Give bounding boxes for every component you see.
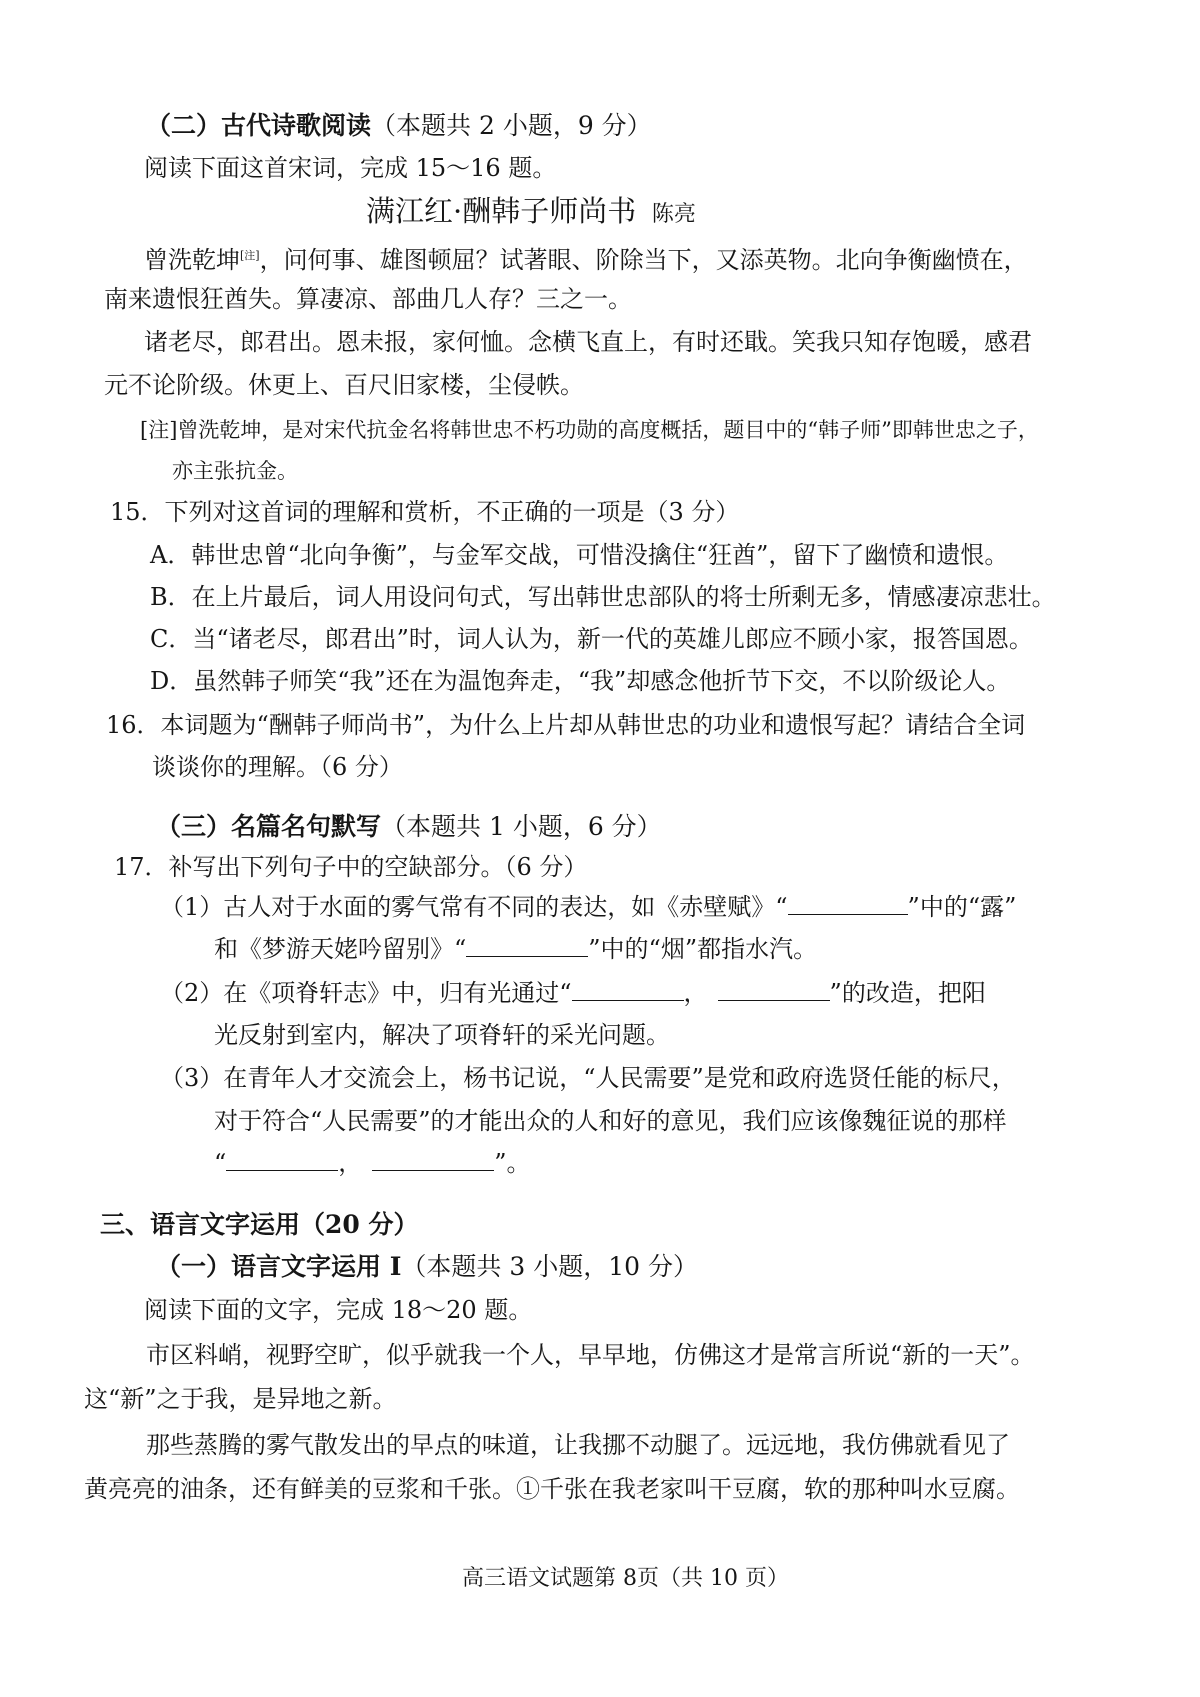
question-17-stem: 17．补写出下列句子中的空缺部分。（6 分） [114, 853, 588, 881]
part-1-text-a: （1）古人对于水面的雾气常有不同的表达，如《赤壁赋》“ [160, 893, 788, 921]
part-3-instruction: 阅读下面的文字，完成 18～20 题。 [144, 1296, 533, 1324]
part-2-text-a: （2）在《项脊轩志》中，归有光通过“ [160, 979, 572, 1007]
question-17-part-1-line-2 [214, 934, 817, 964]
section-heading-poetry [146, 111, 652, 141]
poem-line-1-start: 曾洗乾坤 [144, 246, 240, 274]
poetry-instruction: 阅读下面这首宋词，完成 15～16 题。 [144, 154, 557, 182]
poem-title-line [366, 196, 696, 230]
part-3-close-quote: ”。 [494, 1149, 531, 1177]
part-3-subheading-title: （一）语言文字运用 I [156, 1252, 402, 1281]
question-15-option-a: A．韩世忠曾“北向争衡”，与金军交战，可惜没擒住“狂酋”，留下了幽愤和遗恨。 [150, 541, 1009, 569]
question-17-part-1-line-1 [160, 892, 1016, 922]
poem-line-1-rest: ，问何事、雄图顿屈？试著眼、阶除当下，又添英物。北向争衡幽愤在， [259, 246, 1028, 274]
part-2-separator: ， [683, 979, 708, 1007]
passage-line-2: 这“新”之于我，是异地之新。 [84, 1385, 397, 1413]
poem-line-2: 南来遗恨狂酋失。算凄凉、部曲几人存？三之一。 [104, 285, 632, 313]
part-3-open-quote: “ [214, 1149, 227, 1177]
section-heading-dictation-title: （三）名篇名句默写 [156, 812, 382, 841]
part-1-line-2-text-a: 和《梦游天姥吟留别》“ [214, 935, 467, 963]
page-footer: 高三语文试题第 8页（共 10 页） [462, 1566, 789, 1591]
section-heading-dictation [156, 812, 662, 842]
poem-line-4: 元不论阶级。休更上、百尺旧家楼，尘侵帙。 [104, 371, 584, 399]
poem-note-mark: [注] [240, 249, 260, 262]
question-16-line-2: 谈谈你的理解。（6 分） [152, 753, 403, 781]
poem-line-1 [144, 241, 1028, 275]
passage-line-3: 那些蒸腾的雾气散发出的早点的味道，让我挪不动腿了。远远地，我仿佛就看见了 [146, 1431, 1010, 1459]
answer-blank-5[interactable] [226, 1150, 338, 1171]
answer-blank-6[interactable] [372, 1150, 494, 1171]
question-17-part-3-line-1: （3）在青年人才交流会上，杨书记说，“人民需要”是党和政府选贤任能的标尺， [160, 1064, 1016, 1092]
passage-line-4: 黄亮亮的油条，还有鲜美的豆浆和千张。①千张在我老家叫干豆腐，软的那种叫水豆腐。 [84, 1475, 1020, 1503]
part-3-heading: 三、语言文字运用（20 分） [100, 1210, 419, 1239]
answer-blank-3[interactable] [572, 980, 684, 1001]
poem-line-3: 诸老尽，郎君出。恩未报，家何恤。念横飞直上，有时还戢。笑我只知存饱暖，感君 [144, 328, 1032, 356]
poem-note-line-2: 亦主张抗金。 [172, 459, 298, 483]
section-heading-poetry-title: （二）古代诗歌阅读 [146, 111, 372, 140]
poem-note-line-1: [注]曾洗乾坤，是对宋代抗金名将韩世忠不朽功勋的高度概括，题目中的“韩子师”即韩世忠之子， [140, 418, 1039, 442]
question-17-part-3-line-3 [214, 1148, 531, 1178]
poem-author: 陈亮 [651, 202, 696, 227]
question-15-option-d: D．虽然韩子师笑“我”还在为温饱奔走，“我”却感念他折节下交，不以阶级论人。 [150, 667, 1011, 695]
question-15-option-c: C．当“诸老尽，郎君出”时，词人认为，新一代的英雄儿郎应不顾小家，报答国恩。 [150, 625, 1033, 653]
answer-blank-2[interactable] [466, 936, 588, 957]
part-1-line-2-text-b: ”中的“烟”都指水汽。 [588, 935, 818, 963]
passage-line-1: 市区料峭，视野空旷，似乎就我一个人，早早地，仿佛这才是常言所说“新的一天”。 [146, 1341, 1035, 1369]
part-3-subheading [156, 1252, 698, 1282]
part-3-subheading-score: （本题共 3 小题，10 分） [401, 1252, 698, 1281]
answer-blank-4[interactable] [718, 980, 830, 1001]
question-16-line-1: 16．本词题为“酬韩子师尚书”，为什么上片却从韩世忠的功业和遗恨写起？请结合全词 [106, 711, 1026, 739]
question-17-part-2-line-1 [160, 978, 986, 1008]
question-17-part-3-line-2: 对于符合“人民需要”的才能出众的人和好的意见，我们应该像魏征说的那样 [214, 1107, 1007, 1135]
part-2-text-b: ”的改造，把阳 [829, 979, 986, 1007]
part-1-text-b: ”中的“露” [907, 893, 1017, 921]
section-heading-poetry-score: （本题共 2 小题，9 分） [371, 111, 652, 140]
question-15-stem: 15．下列对这首词的理解和赏析，不正确的一项是（3 分） [110, 498, 740, 526]
part-3-separator: ， [338, 1149, 363, 1177]
poem-title: 满江红·酬韩子师尚书 [366, 194, 637, 228]
answer-blank-1[interactable] [788, 894, 908, 915]
section-heading-dictation-score: （本题共 1 小题，6 分） [381, 812, 662, 841]
question-17-part-2-line-2: 光反射到室内，解决了项脊轩的采光问题。 [214, 1021, 670, 1049]
question-15-option-b: B．在上片最后，词人用设问句式，写出韩世忠部队的将士所剩无多，情感凄凉悲壮。 [150, 583, 1056, 611]
